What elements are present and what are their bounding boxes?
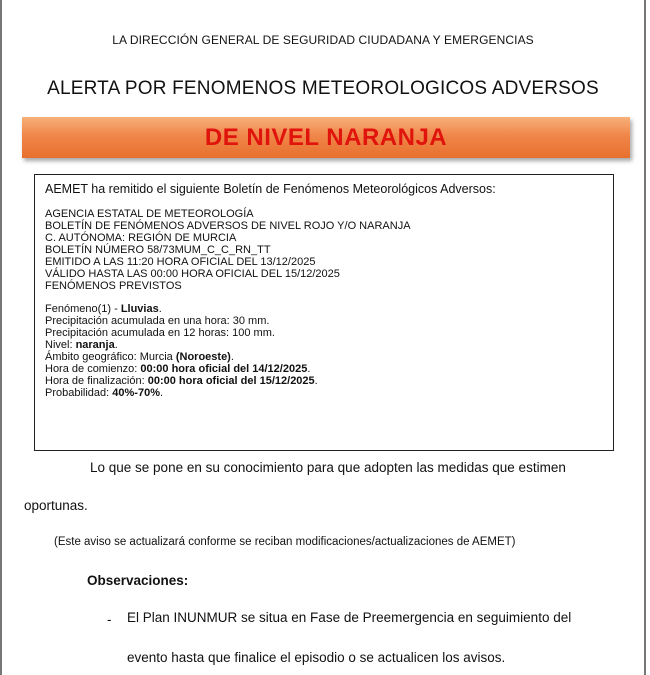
level-row: Nivel: naranja.: [45, 339, 118, 351]
bulletin-agency: AGENCIA ESTATAL DE METEOROLOGÍA: [45, 208, 254, 220]
phenomenon-label: Fenómeno(1) -: [45, 303, 121, 315]
phenomenon-row: Fenómeno(1) - Lluvias.: [45, 303, 162, 315]
observations-title: Observaciones:: [87, 573, 189, 588]
bulletin-region: C. AUTÓNOMA: REGIÓN DE MURCIA: [45, 232, 237, 244]
probability-label: Probabilidad:: [45, 387, 113, 399]
probability-value: 40%-70%: [112, 387, 160, 399]
observation-line-2: evento hasta que finalice el episodio o se actualicen los avisos.: [127, 650, 506, 665]
phenomenon-value: Lluvias: [120, 303, 159, 315]
notice-line-1: Lo que se pone en su conocimiento para que adopten las medidas que estimen: [90, 460, 566, 475]
precip-hour-value: 30 mm.: [232, 315, 270, 327]
level-banner: [22, 117, 630, 158]
end-value: 00:00 hora oficial del 15/12/2025: [147, 375, 315, 387]
precip-hour-row: [45, 315, 603, 327]
bulletin-intro: AEMET ha remitido el siguiente Boletín de Fenómenos Meteorológicos Adversos:: [45, 182, 496, 196]
bulletin-number: BOLETÍN NÚMERO 58/73MUM_C_C_RN_TT: [45, 244, 271, 256]
end-row: Hora de finalización: 00:00 hora oficial del 15/12/2025.: [45, 375, 318, 387]
precip-12h-row: [45, 327, 603, 339]
start-value: 00:00 hora oficial del 14/12/2025: [140, 363, 308, 375]
bulletin-box: [34, 174, 614, 451]
precip-12h-value: 100 mm.: [232, 327, 275, 339]
probability-row: Probabilidad: 40%-70%.: [45, 387, 164, 399]
update-note: (Este aviso se actualizará conforme se reciban modificaciones/actualizaciones de AEMET): [54, 536, 516, 548]
end-label: Hora de finalización:: [45, 375, 148, 387]
level-label: Nivel:: [45, 339, 76, 351]
level-value: naranja: [75, 339, 115, 351]
observation-line-1: El Plan INUNMUR se situa en Fase de Preemergencia en seguimiento del: [127, 610, 572, 625]
area-label: Ámbito geográfico: Murcia: [45, 351, 176, 363]
start-row: Hora de comienzo: 00:00 hora oficial del 14/12/2025.: [45, 363, 311, 375]
start-label: Hora de comienzo:: [45, 363, 141, 375]
alert-title: ALERTA POR FENOMENOS METEOROLOGICOS ADVERSOS: [47, 78, 599, 99]
bulletin-type: BOLETÍN DE FENÓMENOS ADVERSOS DE NIVEL ROJO Y/O NARANJA: [45, 220, 411, 232]
bulletin-forecast-heading: FENÓMENOS PREVISTOS: [45, 280, 182, 292]
observation-bullet: -: [107, 612, 112, 627]
precip-hour-label: Precipitación acumulada en una hora:: [45, 315, 233, 327]
issuing-authority: LA DIRECCIÓN GENERAL DE SEGURIDAD CIUDADANA Y EMERGENCIAS: [112, 33, 534, 47]
bulletin-issued: EMITIDO A LAS 11:20 HORA OFICIAL DEL 13/12/2025: [45, 256, 316, 268]
notice-line-2: oportunas.: [24, 498, 88, 513]
bulletin-valid-until: VÁLIDO HASTA LAS 00:00 HORA OFICIAL DEL 15/12/2025: [45, 268, 340, 280]
level-banner-text: DE NIVEL NARANJA: [204, 124, 448, 151]
area-value: (Noroeste): [175, 351, 231, 363]
area-row: Ámbito geográfico: Murcia (Noroeste).: [45, 351, 234, 363]
precip-12h-label: Precipitación acumulada en 12 horas:: [45, 327, 233, 339]
